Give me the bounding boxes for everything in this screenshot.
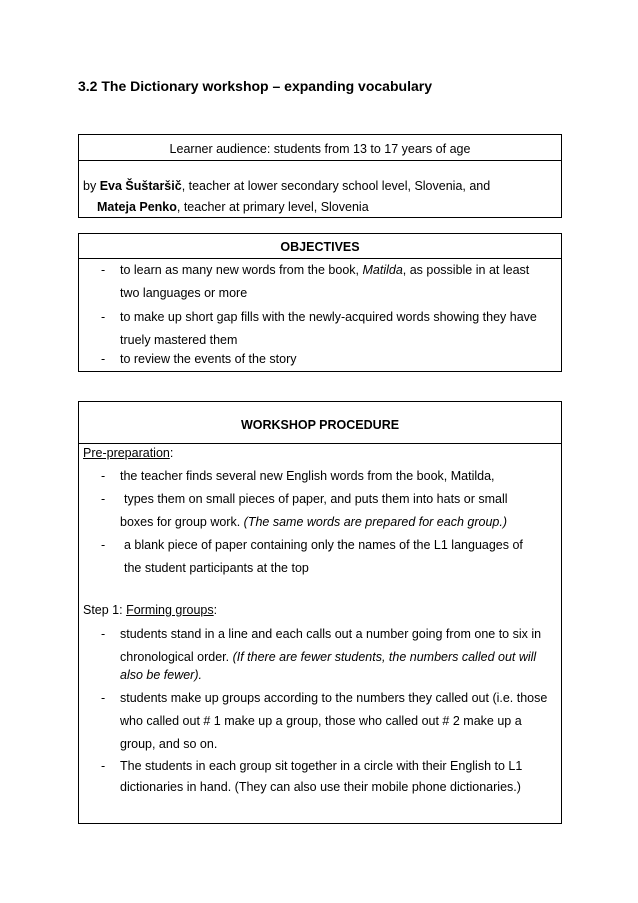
bullet-dash: - xyxy=(101,492,106,506)
divider xyxy=(79,443,561,444)
bullet-dash: - xyxy=(101,759,106,773)
preprep-1-line-1: the teacher finds several new English words from the book, Matilda, xyxy=(120,469,495,483)
procedure-title: WORKSHOP PROCEDURE xyxy=(240,418,400,432)
preprep-2-line-2: boxes for group work. (The same words are prepared for each group.) xyxy=(120,515,507,529)
bullet-dash: - xyxy=(101,691,106,705)
author-line-2 xyxy=(97,200,369,214)
objective-1-line-1: to learn as many new words from the book, Matilda, as possible in at least xyxy=(120,263,530,277)
preprep-3-line-1: a blank piece of paper containing only the names of the L1 languages of xyxy=(124,538,523,552)
bullet-dash: - xyxy=(101,310,106,324)
by-label: by xyxy=(83,179,100,193)
step1-2-line-3: group, and so on. xyxy=(120,737,218,751)
step1-heading: Step 1: Forming groups: xyxy=(83,603,218,617)
author-role-1: , teacher at lower secondary school level, Slovenia, and xyxy=(181,179,491,193)
step1-3-line-1: The students in each group sit together in a circle with their English to L1 xyxy=(120,759,523,773)
author-name-2: Mateja Penko xyxy=(97,200,177,214)
step1-1-line-3: also be fewer). xyxy=(120,668,202,682)
preprep-heading: Pre-preparation: xyxy=(83,446,174,460)
step1-1-line-2: chronological order. (If there are fewer students, the numbers called out will xyxy=(120,650,537,664)
preprep-3-line-2: the student participants at the top xyxy=(124,561,309,575)
step1-3-line-2: dictionaries in hand. (They can also use their mobile phone dictionaries.) xyxy=(120,780,521,794)
audience-box xyxy=(78,134,562,218)
objectives-box xyxy=(78,233,562,372)
divider xyxy=(79,160,561,161)
objective-1-line-2: two languages or more xyxy=(120,286,248,300)
section-heading: 3.2 The Dictionary workshop – expanding vocabulary xyxy=(78,78,432,94)
divider xyxy=(79,258,561,259)
bullet-dash: - xyxy=(101,627,106,641)
objective-2-line-1: to make up short gap fills with the newly-acquired words showing they have xyxy=(120,310,537,324)
preprep-2-line-1: types them on small pieces of paper, and puts them into hats or small xyxy=(124,492,508,506)
objectives-title: OBJECTIVES xyxy=(280,240,360,254)
procedure-box xyxy=(78,401,562,824)
author-line-1 xyxy=(83,179,490,193)
step1-1-line-1: students stand in a line and each calls out a number going from one to six in xyxy=(120,627,542,641)
bullet-dash: - xyxy=(101,538,106,552)
objective-3-line-1: to review the events of the story xyxy=(120,352,297,366)
bullet-dash: - xyxy=(101,263,106,277)
step1-2-line-1: students make up groups according to the numbers they called out (i.e. those xyxy=(120,691,548,705)
author-role-2: , teacher at primary level, Slovenia xyxy=(176,200,369,214)
bullet-dash: - xyxy=(101,469,106,483)
learner-audience: Learner audience: students from 13 to 17 years of age xyxy=(169,142,471,156)
step1-2-line-2: who called out # 1 make up a group, those who called out # 2 make up a xyxy=(120,714,522,728)
author-name-1: Eva Šuštaršič xyxy=(99,179,182,193)
objective-2-line-2: truely mastered them xyxy=(120,333,238,347)
bullet-dash: - xyxy=(101,352,106,366)
